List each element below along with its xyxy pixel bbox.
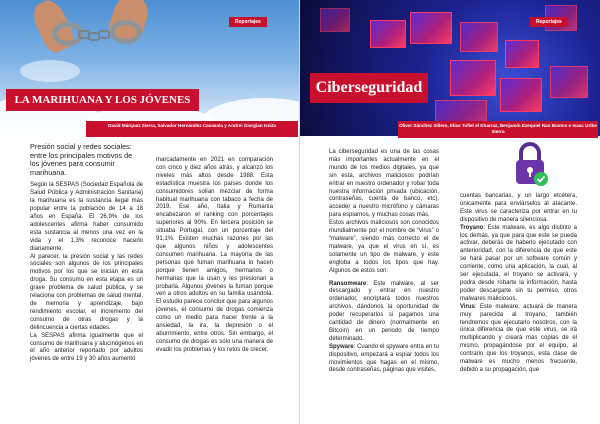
column-2 xyxy=(460,193,577,375)
article-lead: Presión social y redes sociales: entre los principales motivos de los jóvenes para consumir marihuana. xyxy=(30,142,133,177)
right-page xyxy=(300,0,600,424)
troyano-text: : Este malware, es algo distinto a los demás, ya que para que este se pueda activar, deberás de haberlo ejecutado con anterioridad, con la diferencia de que este se hará pasar por un software común y corriente, como una aplicación, la cual, al ser ejecutada, el troyano se activará, y podrá desde robarte la información, hasta poder descargarte sin tu permiso, otros malwares maliciosos. xyxy=(460,224,577,302)
article-title: LA MARIHUANA Y LOS JÓVENES xyxy=(14,94,191,106)
article-title: Ciberseguridad xyxy=(310,73,428,103)
virus-paragraph xyxy=(460,304,577,375)
ransomware-text: : Este malware, al ser descargado y entrar en nuestro ordenador, encriptará todos nuestros archivos, dándonos la oportunidad de poder recuperarlos si pagamos una cantidad de dinero (normalmente en Bitcoin) en un periodo de tiempo determinado. xyxy=(329,280,439,342)
article-authors: David Márquez Sierra, Salvador Hernández Casasola y Andrei Giorgian Isnita xyxy=(86,121,298,137)
column-2 xyxy=(156,157,273,355)
article-authors: Oliver Sánchez Sillero, Elías Tufiel el Kharraz, Benjamín Ezequiel Rao Bustos e Isaac Uribe Sierra xyxy=(398,121,598,138)
paragraph: La ciberseguridad es una de las cosas más importantes actualmente en el mundo de los medios digitales, ya que sin esta, archivos maliciosos podrían entrar en nuestro ordenador y robar toda nuestra información privada (ubicación, contraseñas, cuenta de banco, etc), acceder a nuestro micrófono y cámaras para espiarnos, y muchas cosas más. xyxy=(329,149,439,219)
term-troyano: Troyano xyxy=(460,224,484,231)
column-1 xyxy=(329,149,439,375)
paragraph: Según la SESPAS (Sociedad Española de Salud Pública y Administración Sanitaria) la marihuana es la sustancia ilegal más popular entre la población de 14 a 18 años en España. El 26,9% de los adolescentes afirma haber consumido esta sustancia al menos una vez en la vida y el 1,3% reconoce hacerlo diariamente. xyxy=(30,182,143,252)
troyano-paragraph xyxy=(460,225,577,304)
term-spyware: Spyware xyxy=(329,343,354,350)
term-ransomware: Ransomware xyxy=(329,280,367,287)
column-1 xyxy=(30,143,143,364)
spyware-text: : Cuando el spyware entra en tu dispositivo, empezará a espiar todos los movimientos que hagas en el mismo, desde contraseñas, páginas que visites, xyxy=(329,343,439,374)
virus-text: : Este malware, actuará de manera muy parecida al troyano, también tendremos que ejecutarlo nosotros, con la única diferencia de que este virus, se irá multiplicando y creará más copias de él mismo, propagándose por el equipo, al contrario que los troyanos, esta clase de malware es mucho menos frecuente, debido a su propagación, que xyxy=(460,303,577,373)
paragraph: marcadamente en 2021 en comparación con cinco y diez años atrás, y alcanzó los niveles más altos desde 1988. Esta estadística muestra los países donde los consumidores solían mezclar de forma habitual marihuana con tabaco a fecha de 2019. Ese año, Italia y Rumanía encabezaron el ranking con porcentajes superiores al 90%. En tercera posición se situaba Portugal, con un porcentaje del 91,1%. Existen muchas razones por las que algunos niños y adolescentes consumen marihuana. La mayoría de las personas que fuman marihuana lo hacen porque tienen amigos, hermanos o hermanas que la usan y les presionan a probarla. Algunos jóvenes la fuman porque ven a otros adultos en su familia usándola. El estudio parece concluir que para algunos jóvenes, el consumo de drogas comienza como un medio para hacer frente a la ansiedad, la ira, la depresión o el aburrimiento, entre otros. Sin embargo, el consumo de drogas es sólo una manera de evadir los problemas y los retos de crecer. xyxy=(156,157,273,353)
section-tag: Reportajes xyxy=(229,17,267,27)
paragraph: Estos archivos maliciosos son conocidos mundialmente por el nombre de “virus” o “malware”, siendo más correcto el de malware, ya que el virus en sí, es solamente un tipo de malware, y este engloba a todos los tipos que hay. Algunos de estos son: xyxy=(329,220,439,274)
paragraph: Al parecer, la presión social y las redes sociales son algunos de los principales motivos por los que se inician en esta droga. Su consumo en esta etapa es un grave problema de salud pública, y se relaciona con problemas de salud mental, de memoria y aprendizaje, bajo rendimiento escolar, el incremento del consumo de otras drogas y la delincuencia a ciertas edades. xyxy=(30,253,143,331)
ransomware-paragraph xyxy=(329,281,439,344)
section-tag: Reportajes xyxy=(530,17,568,27)
padlock-check-icon xyxy=(510,139,550,189)
spyware-paragraph xyxy=(329,344,439,376)
paragraph: La SESPAS afirma igualmente que el consumo de marihuana y alucinógenos en el año anterior reportado por adultos jóvenes de entre 19 y 30 años aumentó xyxy=(30,332,143,363)
paragraph: cuentas bancarias, y un largo etcétera, únicamente para enviárselos al atacante. Este virus se caracteriza por entrar en tu dispositivo de manera silenciosa. xyxy=(460,193,577,223)
term-virus: Virus xyxy=(460,303,475,310)
